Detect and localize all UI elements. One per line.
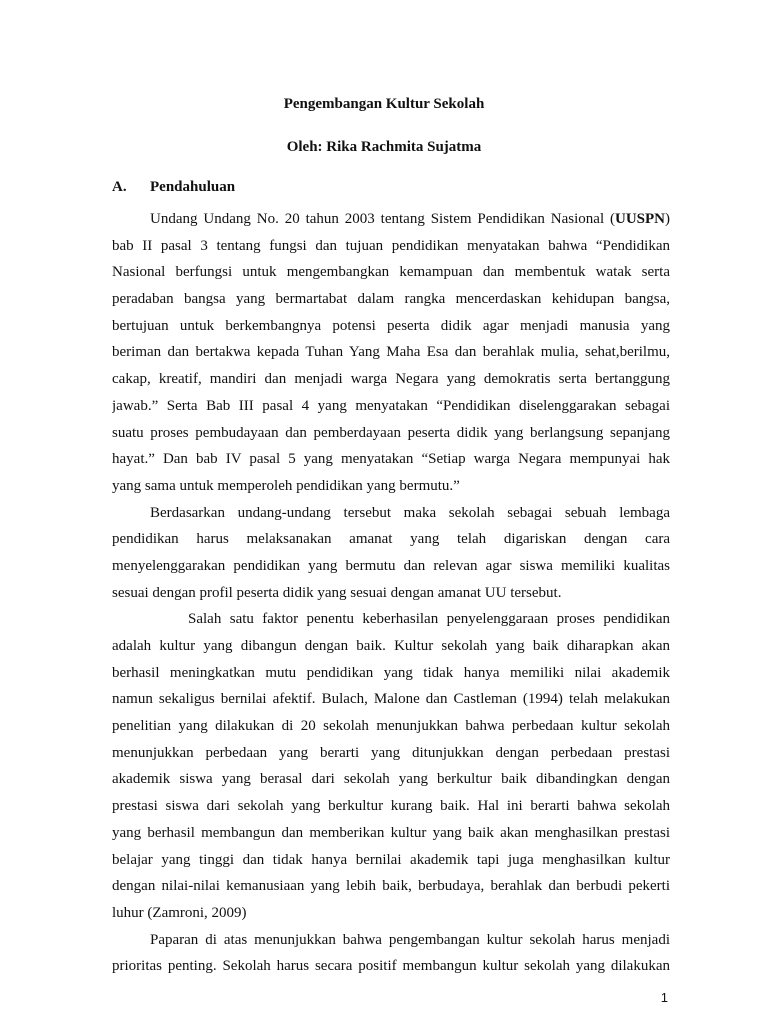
document-author: Oleh: Rika Rachmita Sujatma	[286, 139, 482, 155]
section-number: A.	[112, 179, 127, 195]
body-line: sesuai dengan profil peserta didik yang sesuai dengan amanat UU tersebut.	[112, 584, 562, 601]
body-line: hayat.” Dan bab IV pasal 5 yang menyatakan “Setiap warga Negara mempunyai hak	[112, 451, 670, 468]
body-line: akademik siswa yang berasal dari sekolah yang berkultur baik dibandingkan dengan	[112, 771, 670, 788]
body-line: adalah kultur yang dibangun dengan baik. Kultur sekolah yang baik diharapkan akan	[112, 638, 670, 654]
body-line: dengan nilai-nilai kemanusiaan yang lebih baik, berbudaya, berahlak dan berbudi pekerti	[112, 878, 670, 895]
body-line: penelitian yang dilakukan di 20 sekolah menunjukkan bahwa perbedaan kultur sekolah	[112, 718, 670, 735]
body-text	[112, 206, 670, 980]
body-line: menunjukkan perbedaan yang berarti yang ditunjukkan dengan perbedaan prestasi	[112, 744, 670, 761]
body-line: Salah satu faktor penentu keberhasilan penyelenggaraan proses pendidikan	[188, 611, 670, 628]
body-line: Berdasarkan undang-undang tersebut maka sekolah sebagai sebuah lembaga	[150, 504, 670, 521]
body-line: luhur (Zamroni, 2009)	[112, 904, 247, 921]
body-line: prioritas penting. Sekolah harus secara positif membangun kultur sekolah yang dilakukan	[112, 958, 670, 975]
body-line: berhasil meningkatkan mutu pendidikan yang tidak hanya memiliki nilai akademik	[112, 664, 670, 681]
body-line: yang sama untuk memperoleh pendidikan yang bermutu.”	[112, 477, 460, 494]
body-line: pendidikan harus melaksanakan amanat yang telah digariskan dengan cara	[112, 531, 670, 548]
body-line: Undang Undang No. 20 tahun 2003 tentang Sistem Pendidikan Nasional (UUSPN)	[150, 211, 670, 227]
body-line: bab II pasal 3 tentang fungsi dan tujuan pendidikan menyatakan bahwa “Pendidikan	[112, 237, 670, 254]
document-title: Pengembangan Kultur Sekolah	[283, 96, 485, 112]
body-line: peradaban bangsa yang bermartabat dalam rangka mencerdaskan kehidupan bangsa,	[112, 291, 670, 308]
section-title: Pendahuluan	[150, 179, 236, 195]
body-line: menyelenggarakan pendidikan yang bermutu dan relevan agar siswa memiliki kualitas	[112, 557, 670, 574]
body-line: prestasi siswa dari sekolah yang berkultur kurang baik. Hal ini berarti bahwa sekolah	[112, 798, 670, 815]
body-line: cakap, kreatif, mandiri dan menjadi warga Negara yang demokratis serta bertanggung	[112, 371, 670, 388]
acronym-uuspn: UUSPN	[614, 211, 665, 227]
body-line: bertujuan untuk berkembangnya potensi peserta didik agar menjadi manusia yang	[112, 317, 670, 334]
page-number: 1	[660, 990, 668, 1005]
body-line: Nasional berfungsi untuk mengembangkan kemampuan dan membentuk watak serta	[112, 264, 670, 281]
body-line: yang berhasil membangun dan memberikan kultur yang baik akan menghasilkan prestasi	[112, 824, 670, 841]
section-heading	[112, 177, 235, 197]
body-line: suatu proses pembudayaan dan pemberdayaan peserta didik yang berlangsung sepanjang	[112, 424, 670, 441]
body-line: namun sekaligus bernilai afektif. Bulach, Malone dan Castleman (1994) telah melakukan	[112, 691, 670, 708]
body-line: belajar yang tinggi dan tidak hanya bernilai akademik tapi juga menghasilkan kultur	[112, 851, 670, 868]
body-line: beriman dan bertakwa kepada Tuhan Yang Maha Esa dan berahlak mulia, sehat,berilmu,	[112, 344, 670, 361]
body-line: Paparan di atas menunjukkan bahwa pengembangan kultur sekolah harus menjadi	[150, 931, 670, 948]
body-line: jawab.” Serta Bab III pasal 4 yang menyatakan “Pendidikan diselenggarakan sebagai	[112, 397, 670, 414]
